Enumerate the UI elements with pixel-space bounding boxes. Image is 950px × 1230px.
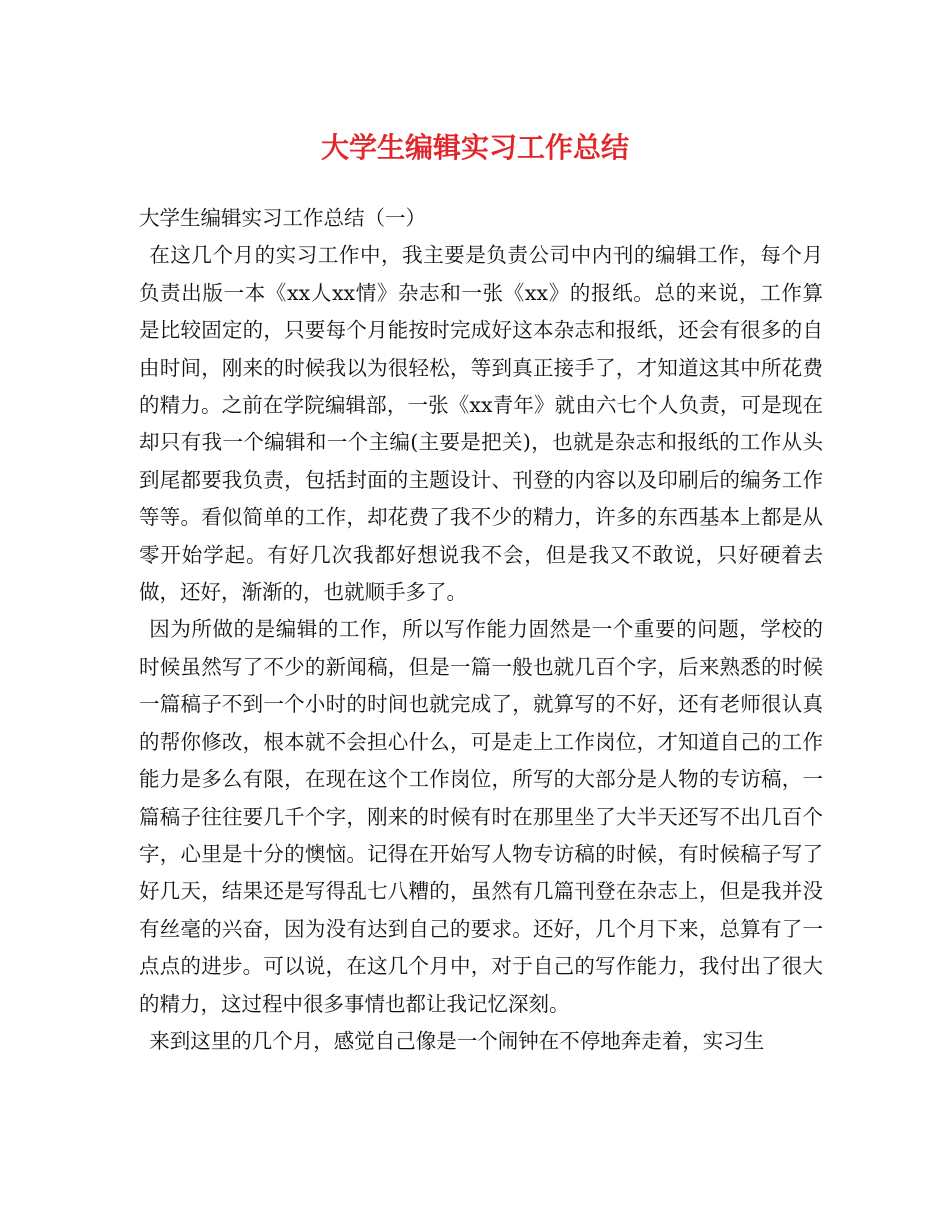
document-body: [139, 200, 823, 1060]
document-title: 大学生编辑实习工作总结: [320, 131, 629, 164]
section-heading: 大学生编辑实习工作总结（一）: [139, 206, 426, 230]
paragraph-2: 因为所做的是编辑的工作，所以写作能力固然是一个重要的问题，学校的时候虽然写了不少的新闻稿，但是一篇一般也就几百个字，后来熟悉的时候一篇稿子不到一个小时的时间也就完成了，就算写的不好，还有老师很认真的帮你修改，根本就不会担心什么，可是走上工作岗位，才知道自己的工作能力是多么有限，在现在这个工作岗位，所写的大部分是人物的专访稿，一篇稿子往往要几千个字，刚来的时候有时在那里坐了大半天还写不出几百个字，心里是十分的懊恼。记得在开始写人物专访稿的时候，有时候稿子写了好几天，结果还是写得乱七八糟的，虽然有几篇刊登在杂志上，但是我并没有丝毫的兴奋，因为没有达到自己的要求。还好，几个月下来，总算有了一点点的进步。可以说，在这几个月中，对于自己的写作能力，我付出了很大的精力，这过程中很多事情也都让我记忆深刻。: [139, 617, 823, 1016]
paragraph-1: 在这几个月的实习工作中，我主要是负责公司中内刊的编辑工作，每个月负责出版一本《xx人xx情》杂志和一张《xx》的报纸。总的来说，工作算是比较固定的，只要每个月能按时完成好这本杂志和报纸，还会有很多的自由时间，刚来的时候我以为很轻松，等到真正接手了，才知道这其中所花费的精力。之前在学院编辑部，一张《xx青年》就由六七个人负责，可是现在却只有我一个编辑和一个主编(主要是把关)，也就是杂志和报纸的工作从头到尾都要我负责，包括封面的主题设计、刊登的内容以及印刷后的编务工作等等。看似简单的工作，却花费了我不少的精力，许多的东西基本上都是从零开始学起。有好几次我都好想说我不会，但是我又不敢说，只好硬着去做，还好，渐渐的，也就顺手多了。: [139, 243, 823, 605]
paragraph-3: 来到这里的几个月，感觉自己像是一个闹钟在不停地奔走着，实习生: [149, 1028, 765, 1053]
